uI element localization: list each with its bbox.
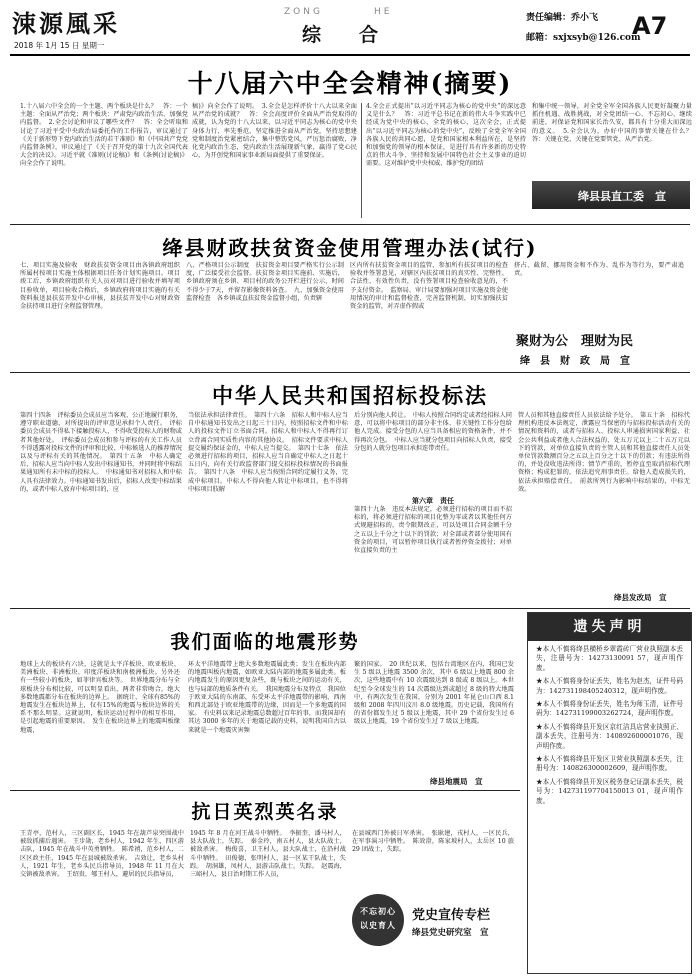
history-seal — [352, 894, 404, 946]
article2-col2: 八、严格项目公示制度 扶贫资金项目要严格实行公示制度，广泛接受社会监督。扶贫资金项目实施前、实施后，乡镇政府须在乡镇、项目村的政务公开栏进行公示，时间不得少于7天，并留存影像资料备查。 九、加强资金使用监督检查 各乡镇或直扶贫资金监督小组，负责辖 — [186, 262, 344, 302]
article3-col3b: 第四十九条 违反本法规定，必须进行招标的项目而不招标的，将必须进行招标的项目化整为零或者以其他任何方式规避招标的，责令限期改正，可以处项目合同金额千分之五以上千分之十以下的罚款；对全部或者部分使用国有资金的项目，可以暂停项目执行或者暂停资金拨付；对单位直接负责的主 — [354, 506, 512, 555]
banner-title: 党史宣传专栏 — [412, 908, 491, 923]
article3-col3: 后分别向他人转让。 中标人按照合同约定或者经招标人同意，可以将中标项目的部分非主体、非关键性工作分包给他人完成。接受分包的人应当具备相应的资格条件，并不得再次分包。 中标人应当就分包项目向招标人负责，接受分包的人就分包项目承担连带责任。 — [354, 412, 512, 452]
article2-title: 绛县财政扶贫资金使用管理办法(试行) — [162, 236, 538, 260]
article2-sign: 绛 县 财 政 局 宣 — [520, 356, 630, 367]
section-rule — [10, 608, 690, 609]
banner-subtitle: 绛县党史研究室 宣 — [412, 928, 489, 938]
section-title: 综 合 — [302, 24, 379, 46]
article3-chapter: 第六章 责任 — [412, 496, 454, 505]
masthead: 涑源風采 — [12, 9, 120, 38]
lost-notice-item: ★本人不慎将绛县横桥乡翠霞砖厂营业执照副本丢失，注册号为：14273130091 57，现声明作废。 — [536, 645, 683, 672]
lost-notice-item: ★本人不慎将绛县开发区京红洁具店营业执照正、副本丢失，注册号为：140892600001076，现声明作废。 — [536, 722, 683, 750]
article4-sign: 绛县地震局 宣 — [430, 777, 483, 786]
editor-line: 责任编辑：乔小飞 — [526, 13, 599, 23]
article3-sign: 绛县发改局 宣 — [614, 593, 667, 602]
article5-title: 抗日英烈英名录 — [191, 801, 339, 823]
article1-col3: 4.全会正式提出“以习近平同志为核心的党中央”的深远意义是什么？ 答：习近平总书记在新的伟大斗争实践中已经成为党中央的核心、全党的核心，这次全会，正式提出“以习近平同志为核心的党中央”，反映了全党全军全国各族人民的共同心愿，是党和国家根本利益所在，是坚持和加强党的领导的根本保证，是进行具有许多新的历史特点的伟大斗争、坚持和发展中国特色社会主义事业的迫切需要。这对维护党中央权威、维护党的团结 — [366, 103, 526, 168]
section-rule — [10, 372, 690, 373]
article3-col4: 管人员和其他直接责任人员依法给予处分。 第五十条 招标代理机构违反本法规定，泄露应当保密的与招标投标活动有关的情况和资料的，或者与招标人、投标人串通损害国家利益、社会公共利益或者他人合法权益的，处五万元以上二十五万元以下的罚款，对单位直接负责的主管人员和其他直接责任人员处单位罚款数额百分之五以上百分之十以下的罚款；有违法所得的，并处没收违法所得；情节严重的，暂停直至取消招标代理资格；构成犯罪的，依法追究刑事责任。给他人造成损失的，依法承担赔偿责任。 前款所列行为影响中标结果的，中标无效。 — [518, 412, 690, 493]
article4-col2: 环太平洋地震带上绝大多数地震属此类；发生在板块内部的地震叫板内地震，如欧亚大陆内部的地震多属此类。板内地震发生的原因更复杂些，既与板块之间的运动有关，也与局部的地质条件有关。 我国地震分布及特点 我国位于欧亚大陆的东南部，东受环太平洋地震带的影响，西南和西北部处于欧亚地震带的边缘，因而是一个多地震的国家。 有史料以来记录地震总数超过百年的事，而我国却有其达 3000 多年的关于地震记载的史料，说明我国自古以来就是一个地震灾害频 — [188, 661, 346, 734]
article2-col4: 挤占、截留、挪用资金和不作为、乱作为等行为，要严肃追责。 — [514, 262, 684, 278]
lost-notice-item: ★本人不慎将绛县开发区卫营业执照副本丢失，注册号为：140826300002609，现声明作废。 — [536, 755, 683, 773]
pinyin-right: HE — [374, 7, 393, 17]
article5-col2: 1945 年 8 月在河王战斗中牺牲。 李振奎，潘马村人，县大队战士，失踪。 秦金玲，南五村人，县大队战士，被敌杀害。 梅俊喜，卫王村人，县大队战士，在沿村战斗中牺牲。 田俊德，张明村人，县一区某干队战士，失踪。 胡洞雄，凤村人，县游击队战士，失踪。 赵震海，三峪村人，县日治时期工作人员， — [190, 830, 346, 879]
lost-notice-item: ★本人不慎将身份证丢失，姓名为师玉清，证件号码为：142731199003262724，现声明作废。 — [536, 700, 683, 718]
party-history-banner — [352, 892, 518, 954]
article3-col2: 当依法承担法律责任。 第四十六条 招标人和中标人应当自中标通知书发出之日起三十日内，按照招标文件和中标人的投标文件订立书面合同。招标人和中标人不得再行订立背离合同实质性内容的其他协议。 招标文件要求中标人提交履约保证金的，中标人应当提交。 第四十七条 依法必须进行招标的项目，招标人应当自确定中标人之日起十五日内，向有关行政监督部门提交招标投标情况的书面报告。 第四十八条 中标人应当按照合同约定履行义务，完成中标项目。中标人不得向他人转让中标项目，也不得将中标项目肢解 — [188, 412, 348, 493]
lost-notice — [527, 612, 692, 974]
article4-col3: 繁的国家。 20 世纪以来，包括台湾地区在内，我国已发生 5 级以上地震 3500 余次，其中 6 级以上地震 800 余次，这些地震中有 10 次震级达到 8 级或 8 级以上。本世纪至今全球发生的 14 次震级达到或超过 8 级的特大地震中，有两次发生在我国，分别为 2001 年昆仑山口西 8.1 级和 2008 年四川汶川 8.0 级地震。历史记载，我国所有的省份都发生过 5 级以上地震，其中 29 个省份发生过 6 级以上地震，19 个省份发生过 7 级以上地震。 — [354, 661, 514, 726]
header-rule — [10, 54, 690, 56]
article5-col3: 在县城西门外被日军杀害。 张耿建，戎村人，一区民兵，在军事演习中牺牲。 陈效澄，陈家坡村人，太岳区 10 旅 29 团战士，失踪。 — [352, 830, 514, 854]
article4-col1: 地球上大的板块有六块，这就是太平洋板块、欧亚板块、美洲板块、非洲板块、印度洋板块和南极洲板块。另外还有一些较小的板块，如菲律宾板块等。 世界地震分布与全球板块分布相比较，可以明显看出，两者非常吻合，绝大多数地震都分布在板块的边界上。 据统计，全球有85%的地震发生在板块边界上，仅有15%的地震与板块边界的关系不那么明显。这就说明，板块运动过程中的相互作用，是引起地震的重要原因。 发生在板块边界上的地震叫板缘地震， — [20, 661, 180, 734]
date-line: 2018 年 1月 15 日 星期一 — [14, 41, 105, 50]
section-rule — [10, 224, 690, 225]
lost-notice-item: ★本人不慎将身份证丢失，姓名为赵杰，证件号码为：142731198405240312，现声明作废。 — [536, 677, 683, 695]
article3-col1: 第四十四条 评标委员会成员应当客观、公正地履行职务，遵守职业道德，对所提出的评审意见承担个人责任。 评标委员会成员不得私下接触投标人，不得收受投标人的财物或者其他好处。 评标委员会成员和参与评标的有关工作人员不得透露对投标文件的评审和比较、中标候选人的推荐情况以及与评标有关的其他情况。 第四十五条 中标人确定后，招标人应当向中标人发出中标通知书，并同时将中标结果通知所有未中标的投标人。 中标通知书对招标人和中标人具有法律效力。中标通知书发出后，招标人改变中标结果的，或者中标人放弃中标项目的，应 — [20, 412, 182, 493]
article1-col2: 稿)》向全会作了说明。 3.全会是怎样评价十八大以来全面从严治党的成就？ 答：全会高度评价全面从严治党取得的成就，认为党的十八大以来，以习近平同志为核心的党中央身体力行、率先垂范，坚定推进全面从严治党，坚持思想建党和制度治党紧密结合，集中整饬党风，严厉惩治腐败，净化党内政治生态，党内政治生活展现新气象，赢得了党心民心，为开创党和国家事业新局面提供了重要保证。 — [192, 103, 357, 160]
seal-text: 不忘初心 — [360, 906, 396, 916]
lost-notice-title: 遗失声明 — [528, 613, 691, 641]
article1-col1: 1.十八届六中全会的一个主题、两个板块是什么？ 答：一个主题：全面从严治党；两个板块：严肃党内政治生活、加强党内监督。 2.全会讨论和审议了哪些文件？ 答：全会听取和讨论了习近平受中央政治局委托作的工作报告，审议通过了《关于新形势下党内政治生活的若干准则》和《中国共产党党内监督条例》，审议通过了《关于召开党的第十九次全国代表大会的决议》。习近平就《准则(讨论稿)》和《条例(讨论稿)》向全会作了说明。 — [20, 103, 188, 168]
article1-banner — [532, 181, 690, 209]
article1-banner-text: 绛县县直工委 宣 — [578, 190, 666, 203]
page-number: A7 — [632, 12, 668, 40]
seal-subtext: 以史育人 — [360, 920, 396, 930]
pinyin-left: ZONG — [284, 7, 323, 17]
email-line: 邮箱：sxjxsyb@126.com — [526, 33, 641, 43]
article4-title: 我们面临的地震形势 — [170, 631, 360, 653]
lost-notice-list — [528, 641, 691, 806]
article2-slogan: 聚财为公 理财为民 — [516, 334, 634, 349]
article5-col1: 王青亭，范村人，三区副区长，1945 年在葫芦泉突围战中被敌抓捕后遇害。 王步勋，老乡村人，1942 年生，四区游击队，1945 年在战斗中英勇牺牲。 陈希禧，范乡村人，二区区政主任，1945 年在县城被敌杀害。 吉效让，老乡头村人，1921 年生，老乡头民兵指导员，1948 年 11 月在大交镇被敌杀害。 王绍贵，郇王村人，避居的民兵指导员， — [20, 830, 184, 879]
article2-col3: 区内所有扶贫资金项目的监管，参加所有扶贫项目的检查验收并签署意见，对辖区内扶贫项目的真实性、完整性、合法性、有效性负责，没有签署项目检查验收意见的，不予支付资金。 监察局、审计局要加强对项目实施及资金使用情况的审计和监督检查，完善监督机制，切实加强扶贫资金的监管，对弄虚作假或 — [350, 262, 508, 311]
lost-notice-item: ★本人不慎将绛县开发区税务登记证副本丢失，税号为：142731197704150013 01，现声明作废。 — [536, 777, 683, 805]
divider — [361, 103, 362, 218]
article1-col4: 和集中统一领导，对全党全军全国各族人民更好凝聚力量抓住机遇、战胜挑战，对全党团结一心、不忘初心、继续前进，对保证党和国家长治久安，都具有十分重大而深远的意义。 5.全会认为，办好中国的事情关键在什么？ 答：关键在党，关键在党要管党、从严治党。 — [532, 103, 699, 143]
section-rule — [10, 790, 520, 791]
article2-col1: 七、项目实施及验收 财政扶贫资金项目由各镇政府组织所属村按项目实施主体根据项目任务计划实施项目。项目竣工后，乡镇政府组织有关人员对项目进行验收并填写项目验收单，项目验收合格后，乡镇政府将项目实施的有关资料报送县扶贫开发中心审核，县扶贫开发中心对财政资金扶持项目进行全程监督管理。 — [20, 262, 180, 311]
article1-title: 十八届六中全会精神(摘要) — [187, 69, 513, 98]
article3-title: 中华人民共和国招标投标法 — [212, 383, 488, 408]
